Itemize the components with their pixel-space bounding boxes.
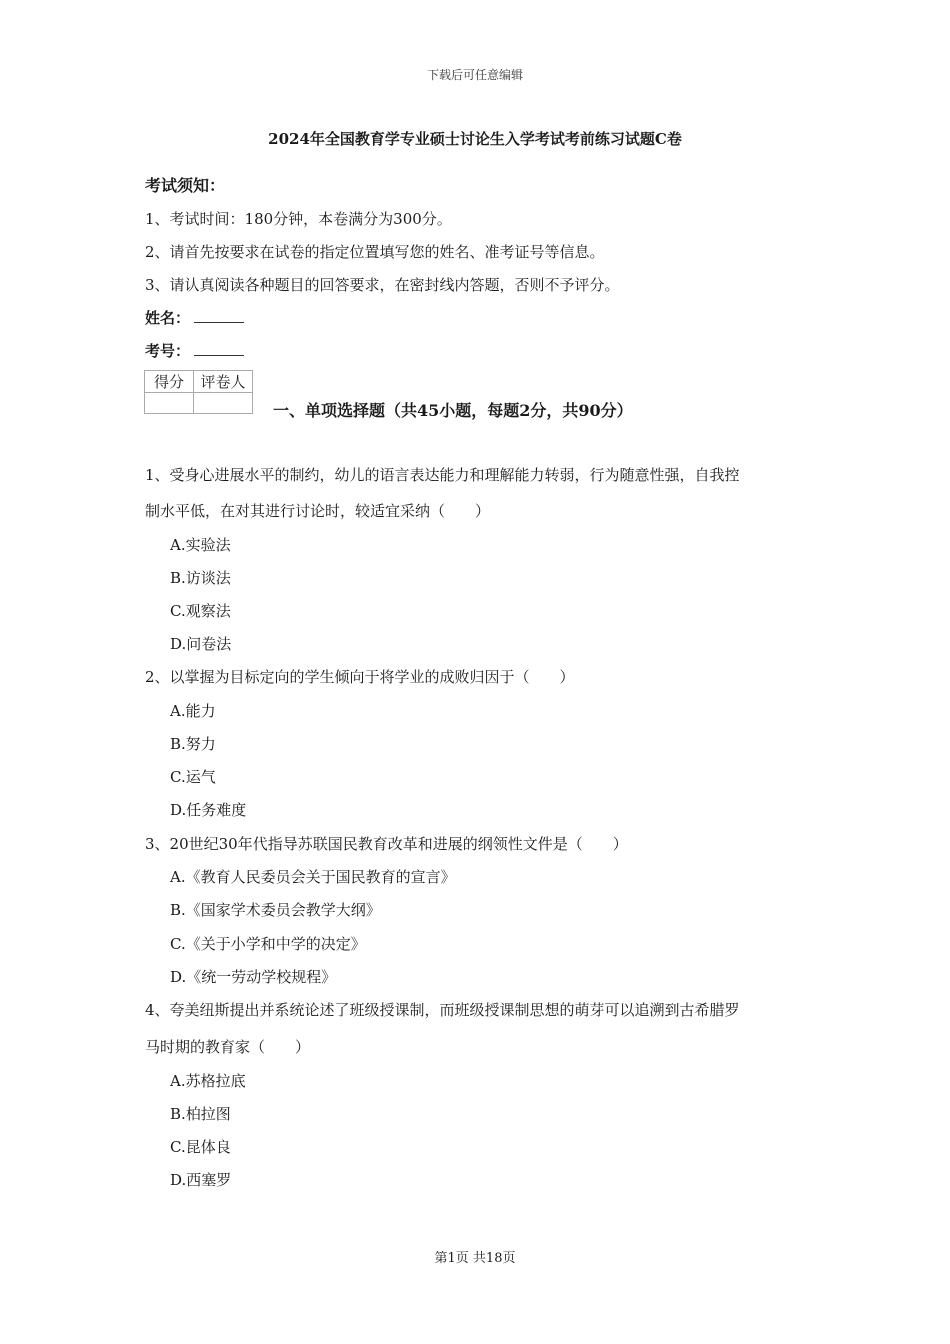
question-2-text: 2、以掌握为目标定向的学生倾向于将学业的成败归因于（ ） (145, 668, 575, 686)
question-3-text: 3、20世纪30年代指导苏联国民教育改革和进展的纲领性文件是（ ） (145, 835, 628, 853)
score-header: 得分 (145, 371, 194, 393)
score-table (144, 370, 253, 414)
question-4-option-c: C.昆体良 (170, 1138, 231, 1156)
question-1-option-a: A.实验法 (170, 536, 231, 554)
question-2-option-a: A.能力 (170, 702, 216, 720)
score-cell[interactable] (145, 393, 194, 414)
section-title: 一、单项选择题（共45小题，每题2分，共90分） (273, 401, 633, 420)
name-blank[interactable] (194, 308, 244, 323)
grader-cell[interactable] (194, 393, 253, 414)
notice-item: 3、请认真阅读各种题目的回答要求，在密封线内答题，否则不予评分。 (145, 276, 620, 294)
exam-number-blank[interactable] (194, 341, 244, 356)
question-1-text: 1、受身心进展水平的制约，幼儿的语言表达能力和理解能力转弱，行为随意性强，自我控 (145, 466, 740, 484)
question-3-option-d: D.《统一劳动学校规程》 (170, 968, 337, 986)
notice-heading: 考试须知： (145, 176, 226, 195)
grader-header: 评卷人 (194, 371, 253, 393)
page-header: 下载后可任意编辑 (426, 68, 523, 82)
exam-number-field (145, 340, 244, 361)
question-1-text-cont: 制水平低，在对其进行讨论时，较适宜采纳（ ） (145, 502, 491, 520)
question-2-option-c: C.运气 (170, 768, 216, 786)
question-4-option-a: A.苏格拉底 (170, 1072, 246, 1090)
question-4-text: 4、夸美纽斯提出并系统论述了班级授课制，而班级授课制思想的萌芽可以追溯到古希腊罗 (145, 1001, 740, 1019)
question-2-option-b: B.努力 (170, 735, 216, 753)
question-1-option-c: C.观察法 (170, 602, 231, 620)
question-3-option-b: B.《国家学术委员会教学大纲》 (170, 901, 381, 919)
question-4-text-cont: 马时期的教育家（ ） (145, 1038, 311, 1056)
page-footer: 第1页 共18页 (434, 1251, 516, 1266)
question-4-option-b: B.柏拉图 (170, 1105, 231, 1123)
name-field (145, 307, 244, 328)
name-label: 姓名： (145, 309, 191, 327)
question-3-option-a: A.《教育人民委员会关于国民教育的宣言》 (170, 868, 456, 886)
exam-title: 2024年全国教育学专业硕士讨论生入学考试考前练习试题C卷 (268, 130, 682, 148)
question-1-option-b: B.访谈法 (170, 569, 231, 587)
question-4-option-d: D.西塞罗 (170, 1171, 232, 1189)
question-1-option-d: D.问卷法 (170, 635, 232, 653)
notice-item: 1、考试时间：180分钟，本卷满分为300分。 (145, 210, 452, 228)
notice-item: 2、请首先按要求在试卷的指定位置填写您的姓名、准考证号等信息。 (145, 243, 605, 261)
exam-number-label: 考号： (145, 342, 191, 360)
question-3-option-c: C.《关于小学和中学的决定》 (170, 935, 366, 953)
question-2-option-d: D.任务难度 (170, 801, 247, 819)
